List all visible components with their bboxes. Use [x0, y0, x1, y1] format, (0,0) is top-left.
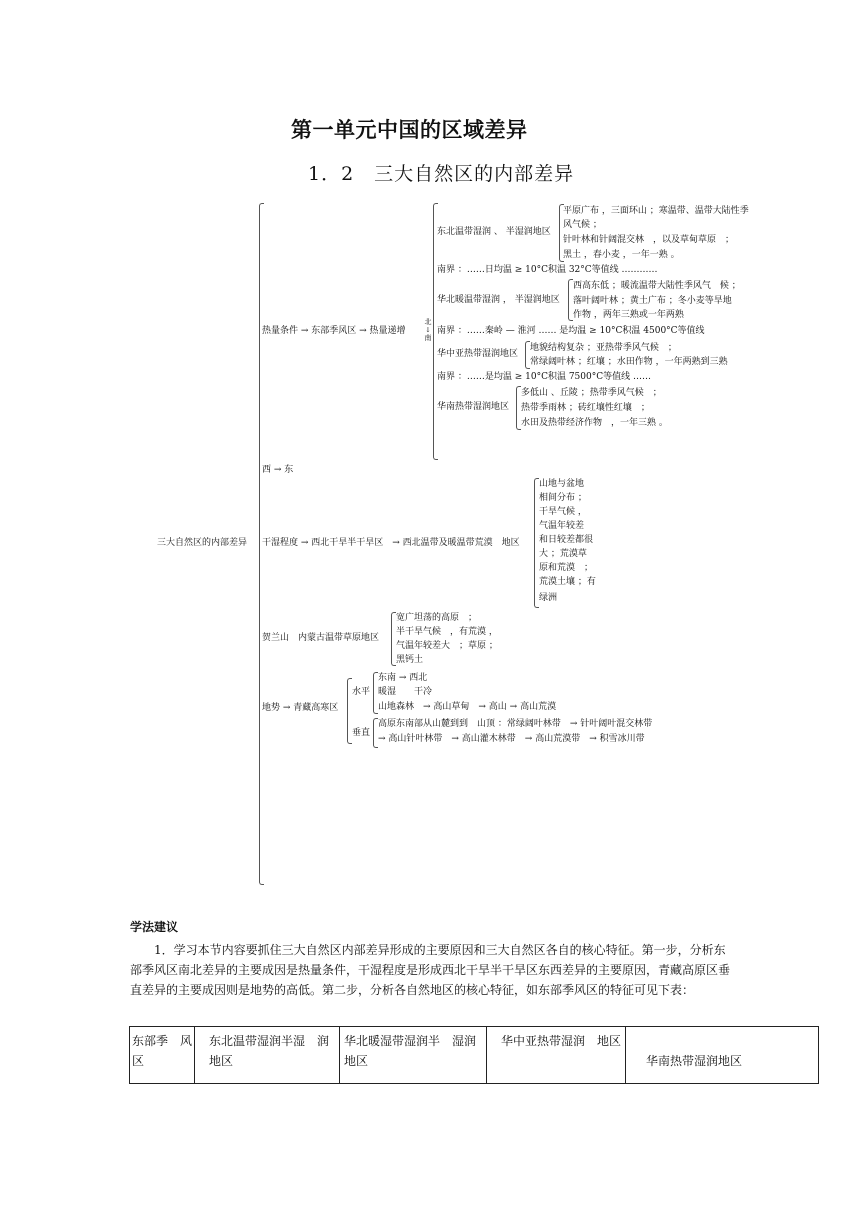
horizontal-item: 山地森林 → 高山草甸 → 高山 → 高山荒漠 — [378, 702, 557, 712]
heat-label: 热量条件 → 东部季风区 → 热量递增 — [262, 326, 406, 336]
page-subtitle: 1．2 三大自然区的内部差异 — [308, 163, 575, 185]
nc-region-label: 华北暖温带湿润 ， 半湿润地区 — [437, 295, 560, 305]
helan-label: 贺兰山 内蒙古温带草原地区 — [262, 633, 380, 643]
table-cell: 东北温带湿润半湿 润地区 — [195, 1027, 340, 1084]
table-cell: 华北暖湿带湿润半 湿润地区 — [340, 1027, 487, 1084]
study-paragraph-text: 1．学习本节内容要抓住三大自然区内部差异形成的主要原因和三大自然区各自的核心特征。第一步，分析东部季风区南北差异的主要成因是热量条件，干湿程度是形成西北干旱半干旱区东西差异的主要原因，青藏高原区垂直差异的主要成因则是地势的高低。第二步，分析各自然地区的核心特征，如东部季风区的特征可见下表： — [130, 943, 731, 997]
sc-item: 多低山 、丘陵 ；热带季风气候 ； — [521, 388, 662, 398]
ne-item: 黑土 ，春小麦 ，一年一熟 。 — [563, 250, 680, 260]
nw-item: 大 ；荒漠草 — [539, 549, 587, 559]
border-line-3: 南界 ：……是均温 ≥ 10°C积温 7500°C等值线 …… — [437, 372, 651, 382]
nw-item: 原和荒漠 ； — [539, 563, 594, 573]
horizontal-item: 暖湿 干冷 — [378, 687, 433, 697]
sc-region-label: 华南热带湿润地区 — [437, 402, 510, 412]
root-label: 三大自然区的内部差异 — [157, 538, 248, 548]
nw-item: 相间分布 ； — [539, 493, 587, 503]
vertical-item: → 高山针叶林带 → 高山灌木林带 → 高山荒漠带 → 积雪冰川带 — [378, 734, 645, 744]
nw-item: 荒漠土壤 ；有 — [539, 577, 596, 587]
terrain-label: 地势 → 青藏高寒区 — [262, 703, 339, 713]
vertical-label: 垂直 — [352, 728, 371, 738]
nc-item: 落叶阔叶林 ；黄土广布 ；冬小麦等旱地 — [573, 296, 732, 306]
sc-item: 水田及热带经济作物 ，一年三熟 。 — [521, 418, 668, 428]
nc-item: 西高东低 ；暖流温带大陆性季风气 候 ； — [573, 281, 741, 291]
study-paragraph — [130, 940, 730, 1000]
north-south-direction: 北↓南 — [424, 318, 432, 342]
nw-item: 干旱气候 ， — [539, 507, 587, 517]
nw-item: 和日较差都很 — [539, 535, 594, 545]
table-cell: 华南热带湿润地区 — [626, 1027, 819, 1084]
dry-wet-label: 干湿程度 → 西北干旱半干旱区 → 西北温带及暖温带荒漠 地区 — [262, 538, 520, 548]
mongolia-item: 黑钙土 — [396, 655, 424, 665]
table-row — [130, 1027, 819, 1084]
border-line-2: 南界 ：……秦岭 — 淮河 …… 是均温 ≥ 10°C积温 4500°C等值线 — [437, 326, 705, 336]
horizontal-item: 东南 → 西北 — [378, 673, 428, 683]
ne-item: 针叶林和针阔混交林 ，以及草甸草原 ； — [563, 235, 735, 245]
table-cell: 华中亚热带湿润 地区 — [487, 1027, 626, 1084]
ne-item: 平原广布 ，三面环山 ；寒温带、温带大陆性季 — [563, 206, 749, 216]
mongolia-item: 气温年较差大 ；草原 ； — [396, 641, 498, 651]
mongolia-item: 宽广坦荡的高原 ； — [396, 613, 478, 623]
west-east-direction: 西 → 东 — [262, 465, 294, 475]
ne-item: 风气候 ； — [563, 220, 602, 230]
cc-region-label: 华中亚热带湿润地区 — [437, 349, 519, 359]
nw-item: 山地与盆地 — [539, 479, 585, 489]
feature-table — [129, 1026, 819, 1084]
vertical-item: 高原东南部从山麓到到 山顶 ：常绿阔叶林带 → 针叶阔叶混交林带 — [378, 719, 653, 729]
cc-item: 常绿阔叶林 ；红壤 ；水田作物 ，一年两熟到三熟 — [530, 357, 728, 367]
border-line-1: 南界 ：……日均温 ≥ 10°C积温 32°C等值线 ………… — [437, 265, 658, 275]
study-heading: 学法建议 — [130, 920, 179, 934]
nw-item: 绿洲 — [539, 593, 558, 603]
nc-item: 作物 ，两年三熟或一年两熟 — [573, 310, 684, 320]
table-cell: 东部季 风区 — [130, 1027, 195, 1084]
page-title: 第一单元中国的区域差异 — [291, 118, 528, 142]
horizontal-label: 水平 — [352, 687, 371, 697]
nw-item: 气温年较差 — [539, 521, 585, 531]
ne-region-label: 东北温带湿润 、 半湿润地区 — [437, 227, 551, 237]
mongolia-item: 半干旱气候 ，有荒漠 ， — [396, 627, 498, 637]
cc-item: 地貌结构复杂 ；亚热带季风气候 ； — [530, 343, 677, 353]
sc-item: 热带季雨林 ；砖红壤性红壤 ； — [521, 403, 650, 413]
